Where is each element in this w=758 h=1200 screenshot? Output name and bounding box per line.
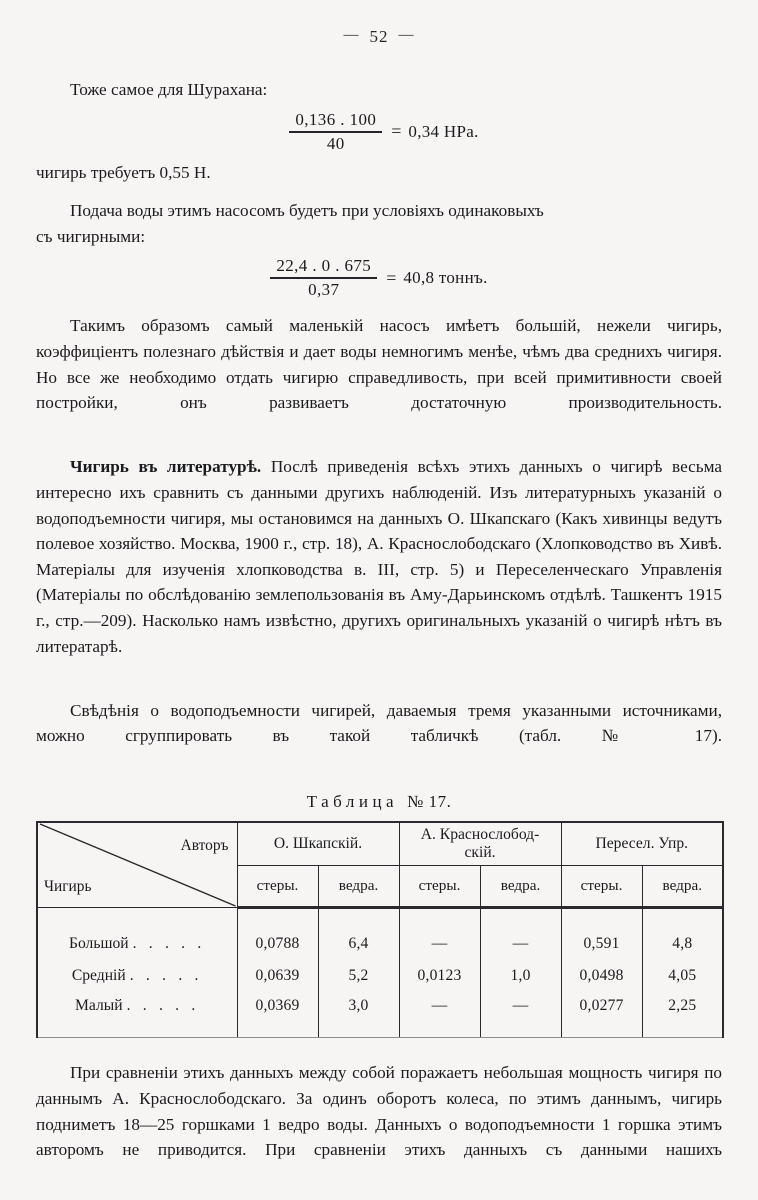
fraction-2 xyxy=(270,256,377,300)
row-label-dots: . . . . . xyxy=(126,997,200,1015)
table-cell-value: 3,0 xyxy=(318,993,399,1038)
table-17-wrapper xyxy=(36,821,722,1038)
lead-in-chigir-literature: Чигирь въ литературѣ. xyxy=(70,457,262,477)
fraction-1-numerator: 0,136 . 100 xyxy=(295,109,377,129)
table-corner-author-label: Авторъ xyxy=(180,837,229,855)
table-cell-value: 0,0498 xyxy=(561,959,642,993)
formula-2-result: 40,8 тоннъ. xyxy=(403,268,488,288)
row-label-text: Средній xyxy=(71,967,126,985)
row-label-text: Большой xyxy=(69,935,129,953)
formula-hpa xyxy=(46,110,722,154)
formula-1-result: 0,34 HPa. xyxy=(408,121,479,141)
table-caption-number: № 17. xyxy=(407,792,452,812)
table-subheader-shkapsky-vedra: ведра. xyxy=(318,866,399,908)
corner-diagonal-box xyxy=(38,823,237,907)
fraction-1 xyxy=(289,110,382,154)
table-row xyxy=(37,993,723,1038)
folio-dash-left: — xyxy=(343,27,360,43)
table-subheader-peresel-stery: стеры. xyxy=(561,866,642,908)
table-cell-value: 0,591 xyxy=(561,908,642,960)
table-cell-value: — xyxy=(399,908,480,960)
table-caption-word: Таблица xyxy=(306,792,399,812)
table-cell-value: — xyxy=(399,993,480,1038)
paragraph-chigir-in-literature xyxy=(36,454,722,684)
paragraph-comparison: При сравненіи этихъ данныхъ между собой поражаетъ небольшая мощность чигиря по даннымъ А. Краснослободскаго. За одинъ оборотъ колеса, по этимъ даннымъ, чигирь подниметъ 18—25 горшками 1 ведро воды. Данныхъ о водоподъемности 1 горшка этимъ авторомъ не приводится. При сравненіи этихъ данныхъ съ данными нашихъ xyxy=(36,1063,722,1160)
table-cell-value: 4,8 xyxy=(642,908,723,960)
formula-tonns xyxy=(36,256,722,300)
paragraph-conclusion-pump: Такимъ образомъ самый маленькій насосъ имѣетъ большій, нежели чигирь, коэффиціентъ полезнаго дѣйствія и дает воды немногимъ менѣе, чѣмъ два среднихъ чигиря. Но все же необходимо отдать чигирю справедливость, при всей примитивности своей постройки, онъ развиваетъ достаточную производительность. xyxy=(36,316,722,413)
paragraph-pump-delivery-line1: Подача воды этимъ насосомъ будетъ при условіяхъ одинаковыхъ xyxy=(70,201,544,221)
page-folio xyxy=(36,0,722,51)
table-cell-value: 1,0 xyxy=(480,959,561,993)
table-row xyxy=(37,959,723,993)
table-17 xyxy=(36,821,724,1038)
table-cell-value: — xyxy=(480,993,561,1038)
row-label-dots: . . . . . xyxy=(129,967,203,985)
table-subheader-krasnoslobodsky-vedra: ведра. xyxy=(480,866,561,908)
equals-sign-2 xyxy=(386,268,396,289)
table-cell-value: 5,2 xyxy=(318,959,399,993)
paragraph-table-intro: Свѣдѣнія о водоподъемности чигирей, даваемыя тремя указанными источниками, можно сгруппировать въ такой табличкѣ (табл. № 17). xyxy=(36,700,722,746)
table-cell-value: 4,05 xyxy=(642,959,723,993)
table-cell-value: 0,0788 xyxy=(237,908,318,960)
table-group-header-shkapsky: О. Шкапскій. xyxy=(237,822,399,866)
table-header-groups xyxy=(37,822,723,866)
folio-dash-right: — xyxy=(398,27,415,43)
paragraph-chigir-requires: чигирь требуетъ 0,55 Н. xyxy=(36,162,211,182)
paragraph-chigir-literature-body: Послѣ приведенія всѣхъ этихъ данныхъ о чигирѣ весьма интересно ихъ сравнить съ данными другихъ наблюденій. Изъ литературныхъ указаній о водоподъемности чигиря, мы остановимся на данныхъ О. Шкапскаго (Какъ хивинцы ведутъ полевое хозяйство. Москва, 1900 г., стр. 18), А. Краснослободскаго (Хлопководство въ Хивѣ. Матеріалы для изученія хлопководства в. III, стр. 5) и Переселенческаго Управленія (Матеріалы по обслѣдованію землепользованія въ Аму-Дарьинскомъ отдѣлѣ. Ташкентъ 1915 г., стр.—209). Насколько намъ извѣстно, другихъ оригинальныхъ указаній о чигирѣ нѣтъ въ литератарѣ. xyxy=(36,457,722,656)
row-label-text: Малый xyxy=(75,997,123,1015)
paragraph-shurakhan-intro: Тоже самое для Шурахана: xyxy=(70,80,268,99)
table-subheader-peresel-vedra: ведра. xyxy=(642,866,723,908)
page-body xyxy=(36,77,722,1188)
table-cell-value: 0,0277 xyxy=(561,993,642,1038)
table-group-header-peresel: Пересел. Упр. xyxy=(561,822,723,866)
table-cell-value: 0,0123 xyxy=(399,959,480,993)
fraction-1-denominator: 40 xyxy=(326,133,345,153)
table-row-label-sredniy xyxy=(37,959,237,993)
table-cell-value: 6,4 xyxy=(318,908,399,960)
table-corner-cell xyxy=(37,822,237,908)
table-row-label-malyy xyxy=(37,993,237,1038)
table-corner-row-label: Чигирь xyxy=(44,878,92,896)
table-cell-value: 0,0639 xyxy=(237,959,318,993)
table-subheader-krasnoslobodsky-stery: стеры. xyxy=(399,866,480,908)
table-cell-value: 0,0369 xyxy=(237,993,318,1038)
table-row xyxy=(37,908,723,960)
paragraph-pump-delivery-line2: съ чигирными: xyxy=(36,226,146,246)
table-cell-value: 2,25 xyxy=(642,993,723,1038)
fraction-2-denominator: 0,37 xyxy=(308,280,340,300)
equals-sign-1 xyxy=(391,121,401,142)
table-row-label-bolshoy xyxy=(37,908,237,960)
table-cell-value: — xyxy=(480,908,561,960)
table-group-header-krasnoslobodsky: А. Краснослобод- скій. xyxy=(399,822,561,866)
table-subheader-shkapsky-stery: стеры. xyxy=(237,866,318,908)
row-label-dots: . . . . . xyxy=(132,935,206,953)
page-number: 52 xyxy=(369,27,389,46)
fraction-2-numerator: 22,4 . 0 . 675 xyxy=(276,256,372,276)
table-caption xyxy=(36,792,722,812)
